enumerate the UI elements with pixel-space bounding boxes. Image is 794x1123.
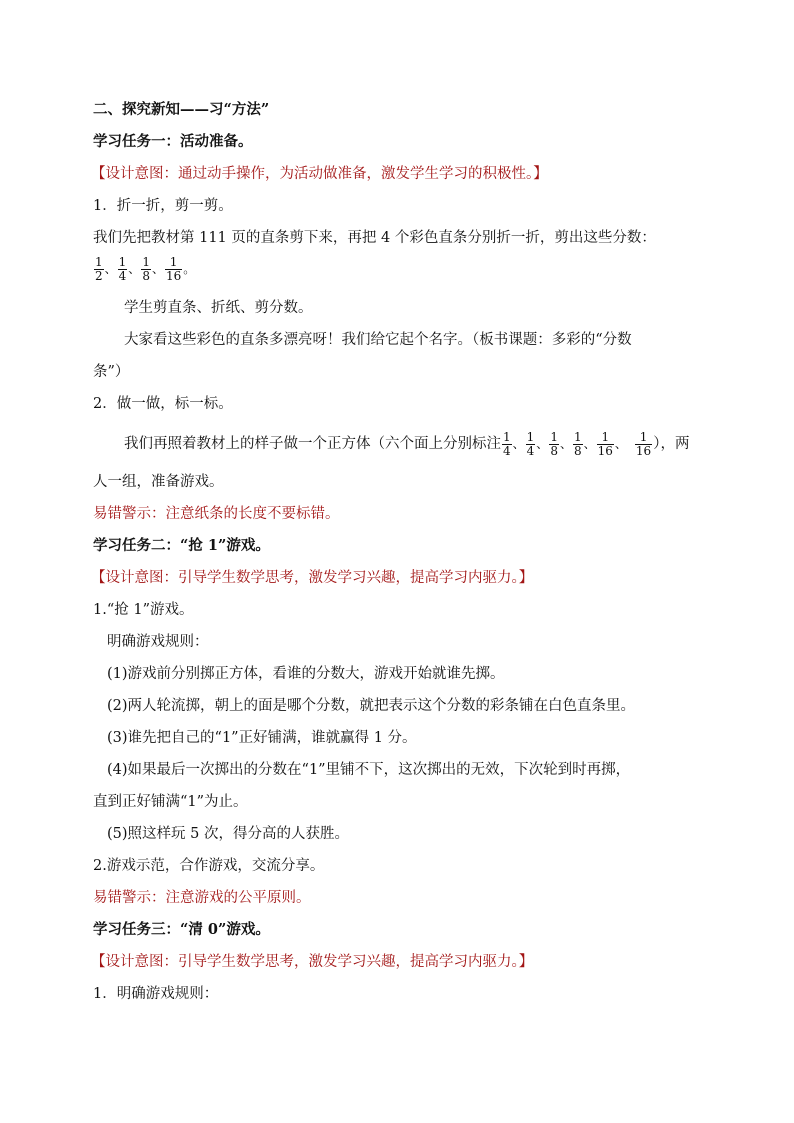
task3-step1: 1．明确游戏规则：	[93, 986, 219, 1002]
fraction: $\frac{1}{8}$	[142, 254, 150, 283]
task1-para4-line2: 人一组，准备游戏。	[93, 474, 224, 490]
fraction: $\frac{1}{16}$	[597, 429, 613, 458]
task1-title: 学习任务一：活动准备。	[93, 133, 253, 150]
task2-rule4-line1: (4)如果最后一次掷出的分数在“1”里铺不下，这次掷出的无效，下次轮到时再掷，	[107, 762, 631, 778]
task1-para4-line1: 我们再照着教材上的样子做一个正方体（六个面上分别标注 $\frac{1}{4}$ 、 $\frac{1}{4}$ 、 $\frac{1}{8}$ 、 $\frac{1}{8}$ 、 $\frac{1}{16}$ 、 $\frac{1}{16}$ ），两	[124, 429, 690, 458]
task1-step1: 1．折一折，剪一剪。	[93, 198, 233, 214]
task2-design-intent: 【设计意图：引导学生数学思考，激发学习兴趣，提高学习内驱力。】	[91, 570, 534, 586]
task2-rule2: (2)两人轮流掷，朝上的面是哪个分数，就把表示这个分数的彩条铺在白色直条里。	[107, 698, 636, 714]
fraction: $\frac{1}{4}$	[118, 254, 127, 283]
task2-rules-title: 明确游戏规则：	[107, 634, 209, 650]
fraction: $\frac{1}{16}$	[635, 429, 652, 458]
task2-step1: 1.“抢 1”游戏。	[93, 602, 194, 618]
task1-para3-line2: 条”）	[93, 364, 130, 380]
task2-rule1: (1)游戏前分别掷正方体，看谁的分数大，游戏开始就谁先掷。	[107, 666, 505, 682]
task1-para2: 学生剪直条、折纸、剪分数。	[124, 300, 313, 316]
task2-warning: 易错警示：注意游戏的公平原则。	[93, 890, 311, 906]
task2-title: 学习任务二：“抢 1”游戏。	[93, 537, 270, 554]
task2-step2: 2.游戏示范，合作游戏，交流分享。	[93, 858, 325, 874]
fraction: $\frac{1}{4}$	[526, 429, 535, 458]
section-title: 二、探究新知——习“方法”	[93, 101, 270, 118]
fraction: $\frac{1}{4}$	[503, 429, 511, 458]
task2-rule3: (3)谁先把自己的“1”正好铺满，谁就赢得 1 分。	[107, 730, 417, 746]
fraction: $\frac{1}{2}$	[95, 254, 103, 283]
task3-title: 学习任务三：“清 0”游戏。	[93, 921, 270, 938]
task2-rule5: (5)照这样玩 5 次，得分高的人获胜。	[107, 826, 349, 842]
task1-para3-line1: 大家看这些彩色的直条多漂亮呀！我们给它起个名字。（板书课题：多彩的“分数	[124, 332, 632, 348]
fraction: $\frac{1}{8}$	[550, 429, 558, 458]
task3-design-intent: 【设计意图：引导学生数学思考，激发学习兴趣，提高学习内驱力。】	[91, 954, 534, 970]
fraction: $\frac{1}{16}$	[165, 254, 182, 283]
fraction-list-a: $\frac{1}{2}$ 、 $\frac{1}{4}$ 、 $\frac{1}{8}$ 、 $\frac{1}{16}$ 。	[95, 254, 196, 283]
task1-warning: 易错警示：注意纸条的长度不要标错。	[93, 506, 340, 522]
task1-step2: 2．做一做，标一标。	[93, 396, 233, 412]
task1-design-intent: 【设计意图：通过动手操作，为活动做准备，激发学生学习的积极性。】	[91, 166, 548, 182]
task2-rule4-line2: 直到正好铺满“1”为止。	[93, 794, 248, 810]
fraction: $\frac{1}{8}$	[573, 429, 582, 458]
task1-para1: 我们先把教材第 111 页的直条剪下来，再把 4 个彩色直条分别折一折，剪出这些分数：	[93, 230, 656, 246]
